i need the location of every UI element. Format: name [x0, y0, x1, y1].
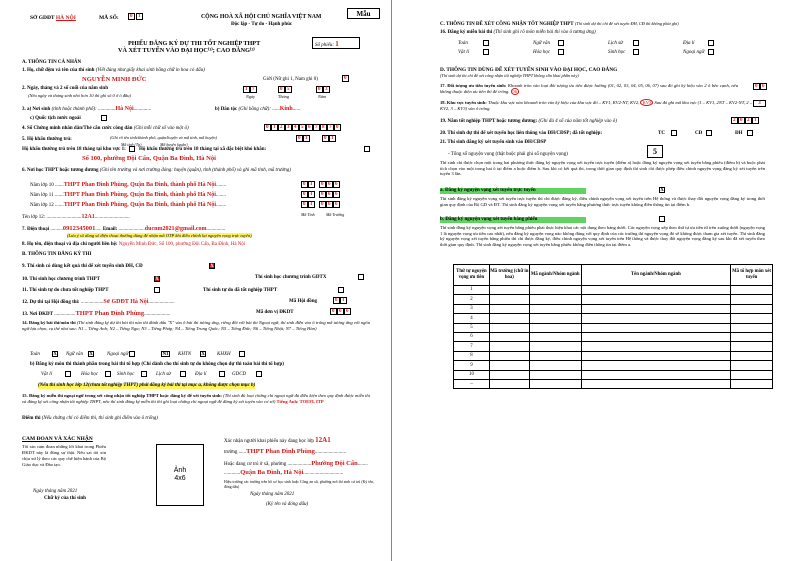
field-15-text: 15. Đăng ký miễn thi ngoại ngữ trong xét công nhận tốt nghiệp THPT hoặc đăng ký để xét tuyển sinh: (Thí sinh đủ loại chứng chỉ ngoại ngữ đủ điều kiện theo quy định được miễn thi và đăng ký xét công nhận tốt nghiệp THPT, nếu thí sinh đăng ký miễn thi thì ghi loại chứng chỉ ngoại ngữ để đăng ký xét tuyển vào cơ sở) Tiếng Anh: TOEFL ITP [22, 393, 370, 404]
field-11-label: 11. Thí sinh tự do chưa tốt nghiệp THPT [22, 288, 109, 293]
wish-major-code-cell[interactable] [529, 379, 581, 388]
priority-box[interactable]: 6 [762, 84, 765, 89]
paper-option-checkbox[interactable] [659, 216, 665, 222]
foreign-nationality-checkbox[interactable] [101, 115, 107, 121]
exam-subject-label: Ngữ văn [66, 352, 84, 357]
dob-digit-box[interactable]: 1 [245, 87, 248, 92]
wish-order-cell: 1 [454, 286, 490, 295]
use-results-checkbox[interactable]: X [210, 264, 214, 269]
id-digit-box[interactable]: 6 [308, 125, 311, 130]
online-paragraph: Thí sinh đăng ký nguyện vọng xét tuyển trực tuyến thì chỉ được đăng ký, điều chỉnh nguyện vọng xét tuyển trên Hệ thống và được thay đổi nguyện vọng đăng ký trong thời gian quy định của Bộ GD và ĐT. Thí sinh đăng ký nguyện vọng xét tuyển bằng phương thức trực tuyến không điền thông tin tại điểm b. [440, 196, 765, 207]
field-8-line: 8. Họ tên, điện thoại và địa chỉ người liên hệ: Nguyễn Minh Đức, Số 100, phường Đội Cấn, Ba Đình, Hà Nội [22, 242, 246, 247]
wish-school-code-cell[interactable] [489, 304, 529, 313]
table-row [454, 351, 773, 360]
form-title-2: VÀ XÉT TUYỂN VÀO ĐẠI HỌC⁽¹⁾; CAO ĐẲNG⁽²⁾ [118, 47, 255, 54]
grad-year-box[interactable]: 2 [733, 118, 736, 123]
transfer-cd-label: CĐ [695, 131, 703, 136]
table-row [454, 370, 773, 379]
field-12-line: 12. Dự thi tại Hội đồng thi: ..................Sở GDĐT Hà Nội..................... [22, 299, 175, 305]
dob-day-caption: Ngày [246, 94, 256, 99]
id-digit-box[interactable]: 8 [322, 125, 325, 130]
wish-combination-cell[interactable] [731, 342, 773, 351]
section-d-hint: (Thí sinh dự thi chỉ để xét công nhận tốt nghiệp THPT không cần khai phần này) [440, 73, 579, 78]
transfer-dh-label: ĐH [735, 131, 743, 136]
col-major-code: Mã ngành/Nhóm ngành [529, 265, 581, 286]
field-10-label: 10. Thí sinh học chương trình THPT [22, 277, 100, 282]
transfer-tc-checkbox[interactable] [671, 130, 677, 136]
field-14-note: (Nếu thí sinh học lớp 12(chưa tốt nghiệp THPT) phải đăng ký bài thi tại mục a, không được chọn mục b) [38, 383, 256, 388]
unit-code-box[interactable]: 6 [339, 309, 342, 314]
dob-digit-box[interactable]: 7 [252, 87, 255, 92]
wish-order-cell: 6 [454, 332, 490, 341]
exempt-subject-checkbox[interactable] [708, 40, 714, 46]
section-a-title: A. THÔNG TIN CÁ NHÂN [22, 60, 82, 65]
wish-major-code-cell[interactable] [529, 286, 581, 295]
wish-combination-cell[interactable] [731, 332, 773, 341]
photo-placeholder[interactable] [156, 444, 204, 506]
transfer-dh-checkbox[interactable] [747, 130, 753, 136]
council-code-box[interactable]: 1 [342, 298, 345, 303]
table-row [454, 314, 773, 323]
wish-combination-cell[interactable] [731, 370, 773, 379]
exempt-subject-checkbox[interactable] [708, 49, 714, 55]
unit-code-label: Mã đơn vị ĐKDT [256, 310, 294, 315]
wish-major-code-cell[interactable] [529, 295, 581, 304]
oath-sign-label: Chữ ký của thí sinh [44, 496, 86, 501]
wish-major-name-cell[interactable] [581, 323, 730, 332]
col-school-code: Mã trường (chữ in hoa) [489, 265, 529, 286]
transfer-cd-checkbox[interactable] [706, 130, 712, 136]
field-14-text: 14. Đăng ký bài thi/môn thi (Thí sinh đăng ký dự thi bài thi nào thì đánh dấu "X" vào ô bài thi tương ứng, riêng đối với bài thi Ngoại ngữ, thí sinh điền vào ô trống mã tương ứng với ngôn ngữ lựa chọn, cụ thể như sau: N1 – Tiếng Anh; N2 – Tiếng Nga; N3 – Tiếng Pháp; N4 – Tiếng Trung Quốc; N5 – Tiếng Đức; N6 – Tiếng Nhật; N7 – Tiếng Hàn) [22, 320, 370, 331]
oath-text: Tôi xin cam đoan những lời khai trong Phiếu ĐKDT này là đúng sự thật. Nếu sai tôi xin chịu xử lý theo các quy chế hiện hành của Bộ Giáo dục và Đào tạo. [22, 444, 106, 467]
unit-code-box[interactable]: 6 [346, 309, 349, 314]
wish-major-name-cell[interactable] [581, 361, 730, 370]
residence-code-box[interactable]: 1 [331, 136, 334, 141]
id-digit-box[interactable]: 3 [287, 125, 290, 130]
wish-major-name-cell[interactable] [581, 314, 730, 323]
component-subject-checkbox[interactable] [105, 371, 111, 377]
unit-code-box[interactable]: 0 [332, 309, 335, 314]
dbkk-checkbox[interactable] [364, 146, 370, 152]
school-row-label: Năm lớp 10 [30, 183, 54, 188]
wish-major-name-cell[interactable] [581, 304, 730, 313]
residence-code-box[interactable]: 0 [324, 136, 327, 141]
school-code-box[interactable]: 0 [303, 192, 306, 197]
exempt-subject-checkbox[interactable] [558, 40, 564, 46]
table-row [454, 286, 773, 295]
table-row [454, 304, 773, 313]
nation-title: CỘNG HOÀ XÃ HỘI CHỦ NGHĨA VIỆT NAM [201, 14, 322, 20]
method-paragraph: Thí sinh chỉ được chọn một trong hai phương thức đăng ký nguyện vọng xét tuyển trực tuyến (điểm a) hoặc đăng ký nguyện vọng xét tuyển bằng phiếu (điểm b) và buộc phải tích chọn vào một trong hai ô tại điểm a hoặc điểm b. Sau khi có kết quả thi, trong thời gian quy định thí sinh chỉ được phép điều chỉnh nguyện vọng đăng ký xét tuyển trên tuyển 3 lần. [440, 160, 765, 176]
confirm-note: Hiệu trưởng các trường trên hồ sơ học sinh hoặc Công an xã, phường nơi thí sinh cư trú (Ký tên, đóng dấu) [224, 480, 374, 489]
exempt-subject-label: Lịch sử [608, 41, 623, 46]
wish-combination-cell[interactable] [731, 304, 773, 313]
wish-order-cell: ... [454, 379, 490, 388]
wish-major-name-cell[interactable] [581, 351, 730, 360]
field-17-text: 17. Đối tượng ưu tiên tuyển sinh: Khoanh tròn vào loại đối tượng ưu tiên được hưởng (01, 02, 03, 04, 05, 06, 07) sau đó ghi ký hiệu vào 2 ô bên cạnh, nếu không thuộc diện ưu tiên thì để trống. 06 [440, 83, 738, 94]
wish-order-cell: 3 [454, 304, 490, 313]
wish-order-cell: 4 [454, 314, 490, 323]
gender-label: Giới (Nữ ghi 1, Nam ghi 0) [263, 77, 318, 82]
so-phieu-box[interactable]: Số phiếu: 1 [312, 37, 360, 49]
component-subject-label: Vật lí [41, 372, 52, 377]
exam-subject-label: KHTN [178, 352, 192, 357]
total-wishes-box[interactable]: 5 [647, 145, 663, 158]
online-option-checkbox[interactable]: X [660, 188, 664, 193]
table-row [454, 342, 773, 351]
school-code-box[interactable]: 6 [328, 182, 331, 187]
confirm-date: Ngày tháng năm 2021 [250, 492, 295, 497]
col-combination: Mã tổ hợp môn xét tuyển [731, 265, 773, 286]
field-1-label: 1. Họ, chữ đệm và tên của thí sinh (Viết đúng như giấy khai sinh bằng chữ in hoa có dấu) [22, 68, 205, 73]
wish-school-code-cell[interactable] [489, 314, 529, 323]
school-code-box[interactable]: 6 [335, 182, 338, 187]
field-3c-label: c) Quốc tịch nước ngoài [30, 116, 81, 121]
confirm-line-3: Hoặc đang cư trú ở xã, phường ...................Phường Đội Cấn........ [224, 460, 368, 467]
field-3b: b) Dân tộc (Ghi bằng chữ): ......Kinh...... [215, 106, 301, 112]
kv1-label: Hộ khẩu thường trú trên 18 tháng tại khu vực 1: [22, 147, 126, 152]
exam-subject-checkbox[interactable] [129, 351, 135, 357]
dob-digit-box[interactable]: 0 [318, 87, 321, 92]
exempt-subject-checkbox[interactable] [633, 40, 639, 46]
wish-order-cell: 9 [454, 361, 490, 370]
school-code-box[interactable]: 1 [310, 182, 313, 187]
full-name-value[interactable]: NGUYỄN MINH ĐỨC [82, 76, 147, 83]
total-wishes-label: - Tổng số nguyện vọng (thật buộc phải ghi số nguyện vọng) [448, 152, 568, 157]
id-digit-box[interactable]: 7 [315, 125, 318, 130]
id-digit-box[interactable]: 1 [273, 125, 276, 130]
wish-school-code-cell[interactable] [489, 323, 529, 332]
exam-subject-checkbox[interactable]: X [201, 352, 205, 357]
table-row [454, 361, 773, 370]
school-code-box[interactable]: 0 [321, 182, 324, 187]
dob-month-caption: Tháng [278, 94, 289, 99]
field-5-label: 5. Hộ khẩu thường trú: [22, 137, 72, 142]
wish-major-name-cell[interactable] [581, 379, 730, 388]
school-row: Năm lớp 10 .......THPT Phan Đình Phùng, Quận Ba Đình, thành phố Hà Nội........ [30, 182, 227, 188]
wish-school-code-cell[interactable] [489, 361, 529, 370]
id-digit-box[interactable]: 5 [301, 125, 304, 130]
field-5-hint: (Ghi rõ tên tỉnh/thành phố, quận/huyện và mã tỉnh, mã huyện) [110, 135, 217, 140]
dob-digit-box[interactable]: 0 [280, 87, 283, 92]
wish-school-code-cell[interactable] [489, 379, 529, 388]
school-code-box[interactable]: 1 [310, 192, 313, 197]
id-digit-box[interactable]: 0 [336, 125, 339, 130]
component-subject-label: Địa lí [195, 372, 207, 377]
wish-major-name-cell[interactable] [581, 286, 730, 295]
school-tinh-caption: Mã Tỉnh [301, 212, 315, 217]
transfer-tc-label: TC [658, 131, 665, 136]
exempt-subject-label: Ngữ văn [533, 41, 551, 46]
dbkk-label: Hộ khẩu thường trú trên 18 tháng tại xã đặc biệt khó khăn: [139, 147, 267, 152]
online-option-label: a. Đăng ký nguyện vọng xét tuyển trực tuyến [440, 188, 586, 194]
grad-year-box[interactable]: 1 [754, 118, 757, 123]
wish-major-name-cell[interactable] [581, 332, 730, 341]
component-subject-checkbox[interactable] [219, 371, 225, 377]
class-12-line: Tên lớp 12: ............................12A1............................ [22, 214, 130, 220]
wish-combination-cell[interactable] [731, 314, 773, 323]
exam-subject-label: KHXH [217, 352, 231, 357]
section-d-title: D. THÔNG TIN DÙNG ĐỂ XÉT TUYỂN SINH VÀO ĐẠI HỌC, CAO ĐẲNG [440, 67, 618, 73]
id-digit-box[interactable]: 2 [280, 125, 283, 130]
school-code-box[interactable]: 0 [303, 202, 306, 207]
wish-combination-cell[interactable] [731, 379, 773, 388]
field-4-label: 4. Số Chứng minh nhân dân/Thẻ căn cước công dân (Ghi mỗi chữ số vào một ô) [22, 126, 189, 131]
residence-tinh-caption: Mã tỉnh (Tp) [121, 142, 142, 147]
oath-title: CAM ĐOAN VÀ XÁC NHẬN [22, 436, 93, 442]
residence-code-box[interactable]: 1 [305, 136, 308, 141]
col-order: Thứ tự nguyện vọng ưu tiên [454, 265, 490, 286]
id-digit-box[interactable]: 0 [266, 125, 269, 130]
paper-option-label: b. Đăng ký nguyện vọng xét tuyển bằng phiếu [440, 217, 586, 223]
wish-major-name-cell[interactable] [581, 342, 730, 351]
field-20-label: 20. Thí sinh dự thi để xét tuyển học liên thông vào ĐH/CĐSP; đã tốt nghiệp: [440, 131, 603, 136]
wish-school-code-cell[interactable] [489, 332, 529, 341]
field-15-score: Điểm thi (Nếu chứng chỉ có điểm thi, thí sinh ghi điểm vào ô trống) [22, 416, 158, 421]
dept-label: SỞ GDĐT HÀ NỘI [30, 15, 76, 21]
exam-subject-label: Ngoại ngữ [107, 352, 129, 357]
wish-order-cell: 7 [454, 342, 490, 351]
region-circled[interactable]: KV3 [642, 100, 652, 105]
residence-huyen-caption: Mã huyện (quận) [160, 142, 188, 147]
school-code-box[interactable]: 0 [321, 192, 324, 197]
wish-major-code-cell[interactable] [529, 314, 581, 323]
grad-year-box[interactable]: 2 [747, 118, 750, 123]
field-21-label: 21. Thí sinh đăng ký xét tuyển sinh vào ĐH/CĐSP [440, 140, 547, 145]
motto: Độc lập - Tự do - Hạnh phúc [231, 22, 293, 27]
school-row-value[interactable]: THPT Phan Đình Phùng, Quận Ba Đình, thành phố Hà Nội [63, 202, 217, 208]
field-7-line: 7. Điện thoại ..........0912345001..... Email: .....................ducnm2021@gmail.com............... [22, 225, 226, 232]
ma-so-label: MÃ SỐ: [99, 15, 119, 21]
photo-label: Ảnh [173, 466, 187, 474]
wish-order-cell: 5 [454, 323, 490, 332]
gdtx-checkbox[interactable] [358, 274, 364, 280]
field-9-label: 9. Thí sinh có dùng kết quả thi để xét tuyển sinh ĐH, CĐ [22, 264, 143, 269]
field-7-note: (Lưu ý số dùng số điện thoại thường dùng để nhận mã OTP khi điều chỉnh lại nguyện vọng trực tuyến) [67, 233, 252, 238]
exempt-subject-label: Ngoại ngữ [683, 50, 705, 55]
component-subject-checkbox[interactable] [256, 371, 262, 377]
wish-combination-cell[interactable] [731, 351, 773, 360]
confirm-line-2: trường ......THPT Phan Đình Phùng......................... [224, 448, 347, 455]
component-subject-checkbox[interactable] [141, 371, 147, 377]
exempt-subject-label: Hóa học [533, 50, 551, 55]
exam-subject-checkbox[interactable]: X [89, 352, 93, 357]
school-row-value[interactable]: THPT Phan Đình Phùng, Quận Ba Đình, thành phố Hà Nội [63, 182, 217, 188]
wish-order-cell: 2 [454, 295, 490, 304]
wish-school-code-cell[interactable] [489, 370, 529, 379]
wish-major-code-cell[interactable] [529, 323, 581, 332]
wish-school-code-cell[interactable] [489, 295, 529, 304]
wish-combination-cell[interactable] [731, 323, 773, 332]
school-code-box[interactable]: 6 [335, 202, 338, 207]
school-code-box[interactable]: 0 [303, 182, 306, 187]
wish-order-cell: 10 [454, 370, 490, 379]
school-code-box[interactable]: 0 [321, 202, 324, 207]
wish-major-code-cell[interactable] [529, 304, 581, 313]
wish-order-cell: 8 [454, 351, 490, 360]
wish-major-code-cell[interactable] [529, 370, 581, 379]
school-code-box[interactable]: 6 [328, 202, 331, 207]
component-subject-label: Sinh học [117, 372, 135, 377]
grad-year-box[interactable]: 0 [740, 118, 743, 123]
form-page-left [0, 0, 392, 561]
exempt-subject-label: Vật lí [458, 50, 469, 55]
form-page-right [395, 0, 791, 561]
section-b-title: B. THÔNG TIN ĐĂNG KÝ THI [22, 252, 92, 257]
wish-major-code-cell[interactable] [529, 342, 581, 351]
field-13-line: 13. Nơi ĐKDT .................THPT Phan Đình Phùng..................... [22, 310, 171, 317]
exempt-subject-checkbox[interactable] [483, 49, 489, 55]
gender-box[interactable]: 0 [344, 76, 347, 81]
template-badge: Mẫu [347, 8, 380, 19]
dob-digit-box[interactable]: 3 [325, 87, 328, 92]
wish-school-code-cell[interactable] [489, 351, 529, 360]
field-2-label: 2. Ngày, tháng và 2 số cuối của năm sinh [22, 86, 108, 91]
residence-code-box[interactable]: 0 [298, 136, 301, 141]
wish-combination-cell[interactable] [731, 295, 773, 304]
id-digit-box[interactable]: 4 [294, 125, 297, 130]
component-subject-checkbox[interactable] [180, 371, 186, 377]
wishes-table [453, 264, 773, 389]
exempt-subject-label: Toán [458, 41, 468, 46]
school-row: Năm lớp 12 .......THPT Phan Đình Phùng, Quận Ba Đình, thành phố Hà Nội........ [30, 202, 227, 208]
field-16-label: 16. Đăng ký miễn bài thi (Thí sinh ghi rõ môn miễn bài thi vào ô tương ứng) [440, 30, 596, 35]
wish-major-name-cell[interactable] [581, 295, 730, 304]
paper-paragraph: Thí sinh đăng ký nguyện vọng xét tuyển bằng phiếu phải thực hiện khai các nội dung theo bảng dưới. Các nguyện vọng xếp theo thứ tự ưu tiên từ trên xuống dưới (nguyện vọng 1 là nguyện vọng ưu tiên cao nhất), nếu đăng ký nguyện vọng nào không đúng với quy định của các trường thì nguyện vọng đó sẽ không được tham gia xét tuyển. Thí sinh đăng ký nguyện vọng xét tuyển bằng phiếu thì chỉ được đăng ký, điều chỉnh nguyện vọng xét tuyển trên Hệ thống và được thay đổi nguyện vọng đăng ký sau khi đã xét tuyển theo thời gian quy định. Thí sinh đăng ký nguyện vọng xét tuyển bằng phiếu không điền thông tin tại điểm a. [440, 225, 765, 247]
foreign-language-code-box[interactable]: N1 [162, 352, 169, 357]
dob-digit-box[interactable]: 5 [287, 87, 290, 92]
table-row [454, 379, 773, 388]
residence-address[interactable]: Số 100, phường Đội Cấn, Quận Ba Đình, Hà Nội [82, 155, 216, 162]
component-subject-label: GDCD [232, 372, 247, 377]
exempt-subject-label: Địa lí [683, 41, 695, 46]
school-code-box[interactable]: 6 [328, 192, 331, 197]
ma-so-digit-box[interactable]: 1 [138, 14, 141, 19]
exam-subject-label: Toán [30, 352, 40, 357]
school-row: Năm lớp 11 .......THPT Phan Đình Phùng, Quận Ba Đình, thành phố Hà Nội........ [30, 192, 226, 198]
school-row-label: Năm lớp 11 [30, 193, 54, 198]
school-row-label: Năm lớp 12 [30, 203, 54, 208]
oath-date: Ngày tháng năm 2021 [33, 489, 78, 494]
free-graduated-checkbox[interactable] [338, 287, 344, 293]
exam-subject-checkbox[interactable] [239, 351, 245, 357]
wish-major-code-cell[interactable] [529, 361, 581, 370]
form-title-1: PHIẾU ĐĂNG KÝ DỰ THI TỐT NGHIỆP THPT [128, 40, 261, 47]
component-subject-label: Lịch sử [156, 372, 171, 377]
council-code-box[interactable]: 0 [335, 298, 338, 303]
component-subject-checkbox[interactable] [65, 371, 71, 377]
wish-combination-cell[interactable] [731, 361, 773, 370]
field-6-label: 6. Nơi học THPT hoặc tương đương (Ghi tên trường và nơi trường đóng: huyện (quận), tỉnh (thành phố) và ghi mã tỉnh, mã trường) [22, 168, 291, 173]
field-19-label: 19. Năm tốt nghiệp THPT hoặc tương đương: (Ghi đủ 4 số của năm tốt nghiệp vào ô) [440, 119, 617, 124]
gdtx-label: Thí sinh học chương trình GDTX [255, 275, 327, 280]
exempt-subject-label: Sinh học [608, 50, 626, 55]
id-digit-box[interactable]: 7 [329, 125, 332, 130]
confirm-sign: (Ký tên và đóng dấu) [266, 502, 309, 507]
council-code-label: Mã Hội đồng [289, 299, 318, 304]
school-code-box[interactable]: 6 [335, 192, 338, 197]
school-row-value[interactable]: THPT Phan Đình Phùng, Quận Ba Đình, thành phố Hà Nội [63, 192, 216, 198]
wish-major-code-cell[interactable] [529, 351, 581, 360]
exempt-subject-checkbox[interactable] [558, 49, 564, 55]
wish-combination-cell[interactable] [731, 286, 773, 295]
confirm-line-4: .............Quận Ba Đình, Hà Nội................................ [224, 469, 344, 476]
table-row [454, 323, 773, 332]
photo-size: 4x6 [174, 475, 186, 482]
free-not-graduated-checkbox[interactable] [154, 287, 160, 293]
exempt-subject-checkbox[interactable] [633, 49, 639, 55]
section-c-title: C. THÔNG TIN ĐỂ XÉT CÔNG NHẬN TỐT NGHIỆP THPT (Thí sinh dự thi chỉ để xét tuyển ĐH, CĐ thì không phải ghi) [440, 21, 679, 27]
free-graduated-label: Thí sinh tự do đã tốt nghiệp THPT [203, 288, 278, 293]
ma-so-digit-box[interactable]: 0 [130, 14, 133, 19]
wish-school-code-cell[interactable] [489, 286, 529, 295]
table-row [454, 332, 773, 341]
wish-major-name-cell[interactable] [581, 370, 730, 379]
table-row [454, 295, 773, 304]
field-2-hint: (Nếu ngày và tháng sinh nhỏ hơn 10 thì ghi số 0 ở ô đầu) [28, 93, 132, 98]
priority-box[interactable]: 0 [755, 84, 758, 89]
field-14b-label: b) Đăng ký môn thi thành phần trong bài thi tổ hợp (Chỉ dành cho thí sinh tự do không chọn dự thi toàn bài thi tổ hợp) [30, 362, 284, 367]
region-box[interactable]: 3 [753, 100, 766, 107]
wish-school-code-cell[interactable] [489, 342, 529, 351]
priority-circled[interactable]: 06 [512, 88, 518, 94]
field-18-text: 18. Khu vực tuyển sinh: Thuộc khu vực nào khoanh tròn vào ký hiệu của khu vực đó – KV1, KV2-NT, KV2, KV3 Sau đó ghi mã khu vực (1 – KV1, 2NT – KV2-NT, 2 – KV2, 3 – KV3) vào ô trống. [440, 100, 752, 111]
col-major-name: Tên ngành/Nhóm ngành [581, 265, 730, 286]
component-subject-label: Hóa học [81, 372, 99, 377]
dob-year-caption: Năm [318, 94, 327, 99]
field-3a: 3. a) Nơi sinh (tỉnh hoặc thành phố): ..............Hà Nội.............. [22, 106, 152, 112]
exam-subject-checkbox[interactable]: X [53, 352, 57, 357]
wish-major-code-cell[interactable] [529, 332, 581, 341]
school-truong-caption: Mã Trường [326, 212, 345, 217]
school-code-box[interactable]: 1 [310, 202, 313, 207]
confirm-line-1: Xác nhận người khai phiếu này đang học lớp 12A1 [224, 436, 331, 444]
kv1-checkbox[interactable] [129, 146, 135, 152]
thpt-program-checkbox[interactable]: X [155, 277, 159, 282]
exempt-subject-checkbox[interactable] [483, 40, 489, 46]
